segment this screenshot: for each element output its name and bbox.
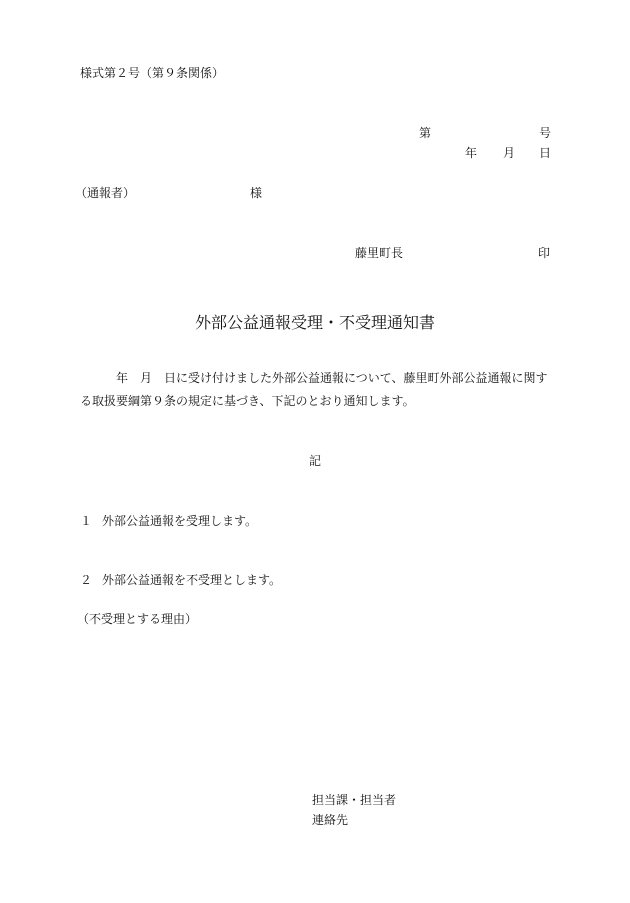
recipient-label: （通報者） xyxy=(75,186,136,200)
document-number-prefix: 第 xyxy=(419,126,432,140)
item-1-text: 外部公益通報を受理します。 xyxy=(102,514,258,528)
date-month: 月 xyxy=(503,146,516,160)
body-line-2: る取扱要綱第９条の規定に基づき、下記のとおり通知します。 xyxy=(80,394,415,408)
contact-info: 連絡先 xyxy=(312,813,349,827)
body-line-1: 年 月 日に受け付けました外部公益通報について、藤里町外部公益通報に関す xyxy=(80,371,548,385)
contact-department: 担当課・担当者 xyxy=(312,793,397,807)
document-number-suffix: 号 xyxy=(539,126,552,140)
date-year: 年 xyxy=(465,146,478,160)
sender-seal: 印 xyxy=(538,246,551,260)
date-day: 日 xyxy=(539,146,552,160)
item-1-number: １ xyxy=(80,514,93,528)
document-title: 外部公益通報受理・不受理通知書 xyxy=(194,313,435,332)
sender-name: 藤里町長 xyxy=(355,246,404,260)
reason-label: （不受理とする理由） xyxy=(77,612,198,626)
ki-heading: 記 xyxy=(308,454,321,468)
item-2-number: ２ xyxy=(80,573,93,587)
item-2-text: 外部公益通報を不受理とします。 xyxy=(102,573,282,587)
recipient-honorific: 様 xyxy=(250,186,263,200)
form-label: 様式第２号（第９条関係） xyxy=(80,66,225,80)
